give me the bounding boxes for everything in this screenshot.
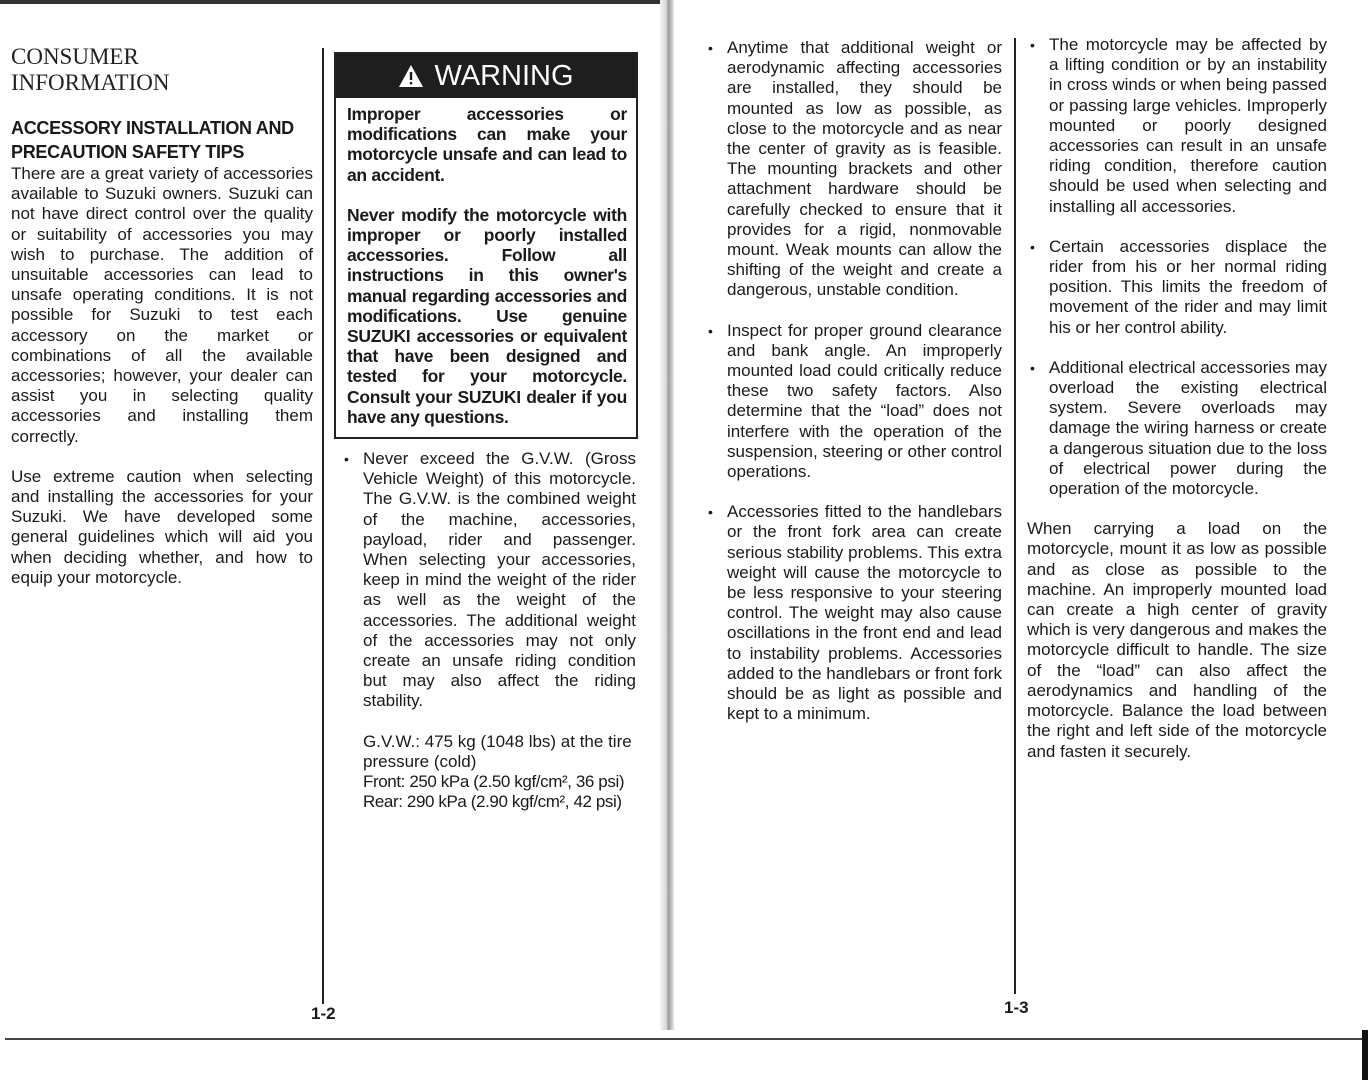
left-page-column-2 bbox=[341, 449, 636, 812]
left-page-column-1 bbox=[11, 44, 313, 588]
right-page-column-divider bbox=[1014, 38, 1016, 994]
section-title-line-1: CONSUMER bbox=[11, 44, 139, 69]
page-number-right: 1-3 bbox=[1004, 998, 1029, 1017]
right-page-column-2 bbox=[1027, 35, 1327, 762]
warning-header bbox=[336, 54, 636, 98]
bottom-page-rule bbox=[5, 1038, 1363, 1040]
subsection-title-line-2: PRECAUTION SAFETY TIPS bbox=[11, 142, 245, 162]
warning-body bbox=[336, 98, 636, 437]
subsection-title-line-1: ACCESSORY INSTALLATION AND bbox=[11, 118, 294, 138]
bullet-rider-position: • Certain accessories displace the rider from his or her normal riding position. This limits the freedom of movement of the rider and may limit his or her control ability. bbox=[1027, 237, 1327, 338]
gvw-bullet: • Never exceed the G.V.W. (Gross Vehicle Weight) of this motorcycle. The G.V.W. is the combined weight of the machine, accessories, payload, rider and passenger. When selecting your accessories, keep in mind the weight of the rider as well as the weight of the accessories. The additional weight of the accessories may not only create an unsafe riding condition but may also affect the riding stability. bbox=[341, 449, 636, 712]
section-title-line-2: INFORMATION bbox=[11, 70, 170, 95]
right-column-2-bullets bbox=[1027, 35, 1327, 499]
front-tire-pressure: Front: 250 kPa (2.50 kgf/cm², 36 psi) bbox=[363, 772, 625, 792]
section-title bbox=[11, 44, 313, 96]
page-number-left: 1-2 bbox=[311, 1004, 336, 1023]
gvw-line: G.V.W.: 475 kg (1048 lbs) at the tire pressure (cold) bbox=[363, 731, 632, 771]
gvw-specs bbox=[341, 732, 636, 813]
page-edge-mark bbox=[1362, 1030, 1368, 1080]
left-page-column-divider bbox=[322, 48, 324, 1004]
rear-tire-pressure: Rear: 290 kPa (2.90 kgf/cm², 42 psi) bbox=[363, 792, 622, 812]
top-page-rule bbox=[0, 0, 668, 4]
gvw-bullet-list bbox=[341, 449, 636, 712]
warning-paragraph-2: Never modify the motorcycle with improper or poorly installed accessories. Follow all instructions in this owner's manual regarding accessories and modifications. Use genuine SUZUKI accessories or equivalent that have been designed and tested for your motorcycle. Consult your SUZUKI dealer if you have any questions. bbox=[347, 204, 627, 427]
bullet-mounting: • Anytime that additional weight or aerodynamic affecting accessories are installed, they should be mounted as low as possible, as close to the motorcycle and as near the center of gravity as is feasible. The mounting brackets and other attachment hardware should be carefully checked to ensure that it provides for a rigid, nonmovable mount. Weak mounts can allow the shifting of the weight and create a dangerous, unstable condition. bbox=[705, 38, 1002, 301]
warning-box bbox=[334, 52, 638, 439]
right-column-1-bullets bbox=[705, 38, 1002, 725]
intro-paragraph: There are a great variety of accessories available to Suzuki owners. Suzuki can not have direct control over the quality or suitability of accessories you may wish to purchase. The addition of unsuitable accessories can lead to unsafe operating conditions. It is not possible for Suzuki to test each accessory on the market or combinations of all the available accessories; however, your dealer can assist you in selecting quality accessories and installing them correctly. bbox=[11, 164, 313, 446]
bullet-electrical: • Additional electrical accessories may overload the existing electrical system. Severe overloads may damage the wiring harness or create a dangerous situation due to the loss of electrical power during the operation of the motorcycle. bbox=[1027, 358, 1327, 499]
bullet-lifting-condition: • The motorcycle may be affected by a lifting condition or by an instability in cross winds or when being passed or passing large vehicles. Improperly mounted or poorly designed accessories can result in an unsafe riding condition, therefore caution should be used when selecting and installing all accessories. bbox=[1027, 35, 1327, 217]
right-page-column-1 bbox=[705, 38, 1002, 725]
book-spine-shadow bbox=[660, 0, 674, 1030]
caution-paragraph: Use extreme caution when selecting and installing the accessories for your Suzuki. We have developed some general guidelines which will aid you when deciding whether, and how to equip your motorcycle. bbox=[11, 466, 313, 587]
bullet-ground-clearance: • Inspect for proper ground clearance and bank angle. An improperly mounted load could critically reduce these two safety factors. Also determine that the “load” does not interfere with the operation of the suspension, steering or other control operations. bbox=[705, 321, 1002, 483]
warning-title: WARNING bbox=[434, 59, 574, 92]
warning-triangle-icon bbox=[398, 64, 424, 88]
bullet-handlebars: • Accessories fitted to the handlebars or the front fork area can create serious stability problems. This extra weight will cause the motorcycle to be less responsive to your steering control. The weight may also cause oscillations in the front end and lead to instability problems. Accessories added to the handlebars or front fork should be as light as possible and kept to a minimum. bbox=[705, 502, 1002, 724]
subsection-title bbox=[11, 116, 313, 164]
warning-paragraph-1: Improper accessories or modifications can make your motorcycle unsafe and can lead to an accident. bbox=[347, 104, 627, 185]
load-paragraph: When carrying a load on the motorcycle, mount it as low as possible and as close as possible to the machine. An improperly mounted load can create a high center of gravity which is very dangerous and makes the motorcycle difficult to handle. The size of the “load” can also affect the aerodynamics and handling of the motorcycle. Balance the load between the right and left side of the motorcycle and fasten it securely. bbox=[1027, 519, 1327, 761]
